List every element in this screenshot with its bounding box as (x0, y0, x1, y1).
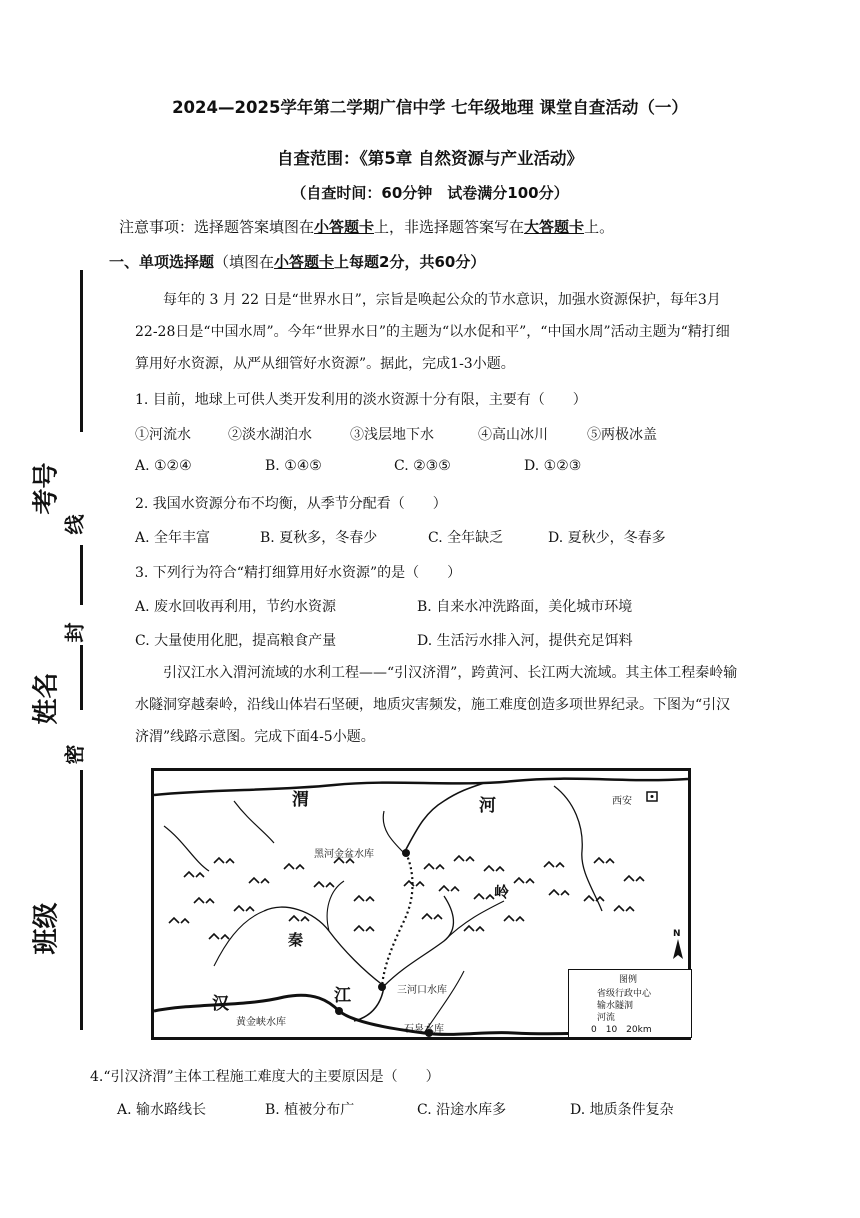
q2-option-d[interactable]: D. 夏秋少，冬春多 (548, 530, 666, 546)
q1-item: ⑤两极冰盖 (587, 427, 657, 443)
q4-option-a[interactable]: A. 输水路线长 (117, 1102, 207, 1118)
exam-number-label: 考号 (31, 462, 62, 515)
label-jiang: 江 (334, 986, 351, 1006)
label-qin: 秦 (288, 931, 304, 949)
notice: 注意事项：选择题答案填图在小答题卡上，非选择题答案写在大答题卡上。 (119, 218, 615, 236)
label-huangjinxia-reservoir: 黄金峡水库 (236, 1017, 286, 1028)
q4-option-d[interactable]: D. 地质条件复杂 (570, 1102, 674, 1118)
q3-option-b[interactable]: B. 自来水冲洗路面，美化城市环境 (417, 599, 633, 615)
q1-option-a[interactable]: A. ①②④ (135, 458, 192, 474)
q2-option-a[interactable]: A. 全年丰富 (135, 530, 211, 546)
exam-title: 2024—2025学年第二学期广信中学 七年级地理 课堂自查活动（一） (172, 98, 688, 117)
q3-option-c[interactable]: C. 大量使用化肥，提高粮食产量 (135, 633, 337, 649)
north-arrow-label: N (673, 929, 681, 939)
big-card-label: 大答题卡 (524, 218, 585, 236)
q1-option-c[interactable]: C. ②③⑤ (394, 458, 451, 474)
binding-line-bottom (80, 770, 83, 1030)
exam-scope: 自查范围：《第5章 自然资源与产业活动》 (277, 149, 583, 168)
binding-margin (10, 270, 110, 1030)
line-mark: 线 (62, 514, 87, 535)
legend-title: 图例 (619, 975, 638, 985)
passage-1: 每年的 3 月 22 日是“世界水日”，宗旨是唤起公众的节水意识，加强水资源保护，每年3月22-28日是“中国水周”。今年“世界水日”的主题为“以水促和平”，“中国水周”活动主题为“精打细算用好水资源，从严从细管好水资源”。据此，完成1-3小题。 (135, 292, 730, 372)
q1-option-d[interactable]: D. ①②③ (524, 458, 582, 474)
q1-item: ③浅层地下水 (350, 427, 434, 443)
q4-option-c[interactable]: C. 沿途水库多 (417, 1102, 507, 1118)
legend-scale: 0 10 20km (591, 1025, 652, 1035)
q1-item: ①河流水 (135, 427, 191, 443)
label-shiquan-reservoir: 石泉水库 (404, 1024, 444, 1035)
q1-item: ④高山冰川 (478, 427, 548, 443)
binding-line-top (80, 270, 83, 432)
seal-mark: 封 (62, 622, 87, 643)
binding-line-2 (80, 545, 83, 605)
label-heihe-reservoir: 黑河金盆水库 (314, 849, 374, 860)
binding-line-3 (80, 645, 83, 710)
label-sanhekou-reservoir: 三河口水库 (397, 985, 447, 996)
secret-mark: 密 (62, 744, 87, 765)
label-han: 汉 (212, 994, 229, 1014)
q3-option-d[interactable]: D. 生活污水排入河，提供充足饵料 (417, 633, 633, 649)
q4-option-b[interactable]: B. 植被分布广 (265, 1102, 355, 1118)
question-1: 1. 目前，地球上可供人类开发利用的淡水资源十分有限，主要有（ ） (135, 392, 587, 408)
q3-option-a[interactable]: A. 废水回收再利用，节约水资源 (135, 599, 337, 615)
label-he: 河 (479, 796, 496, 816)
route-map (151, 768, 691, 1040)
exam-time: （自查时间：60分钟 试卷满分100分） (291, 184, 569, 202)
class-label: 班级 (31, 902, 62, 955)
legend-capital: 省级行政中心 (597, 989, 652, 999)
q1-option-b[interactable]: B. ①④⑤ (265, 458, 322, 474)
question-2: 2. 我国水资源分布不均衡，从季节分配看（ ） (135, 496, 447, 512)
label-xian: 西安 (612, 796, 632, 807)
legend-river: 河流 (597, 1013, 616, 1023)
name-label: 姓名 (31, 672, 62, 725)
legend-tunnel: 输水隧洞 (597, 1001, 634, 1011)
label-wei: 渭 (292, 790, 309, 810)
small-card-label: 小答题卡 (314, 218, 375, 236)
q1-item: ②淡水湖泊水 (228, 427, 312, 443)
question-3: 3. 下列行为符合“精打细算用好水资源”的是（ ） (135, 565, 462, 581)
question-4: 4.“引汉济渭”主体工程施工难度大的主要原因是（ ） (90, 1069, 440, 1085)
passage-2: 引汉江水入渭河流域的水利工程——“引汉济渭”，跨黄河、长江两大流域。其主体工程秦岭输水隧洞穿越秦岭，沿线山体岩石坚硬，地质灾害频发，施工难度创造多项世界纪录。下图为“引汉济渭”线路示意图。完成下面4-5小题。 (135, 665, 738, 745)
q2-option-c[interactable]: C. 全年缺乏 (428, 530, 504, 546)
label-ling: 岭 (494, 883, 510, 901)
map-legend (568, 969, 692, 1038)
section-1-heading: 一、单项选择题（填图在小答题卡上每题2分，共60分） (109, 253, 486, 271)
q2-option-b[interactable]: B. 夏秋多，冬春少 (260, 530, 378, 546)
